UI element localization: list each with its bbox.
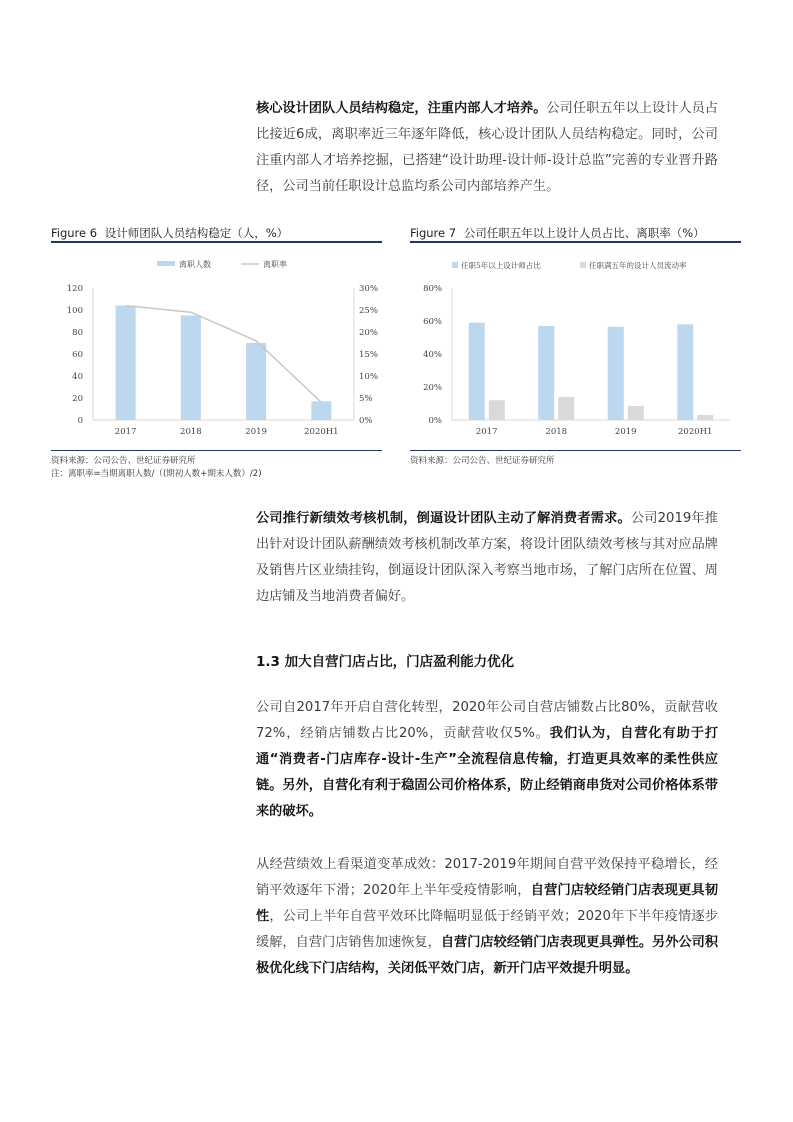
x-tick-label: 2020H1 [304,427,339,437]
x-tick-label: 2018 [180,427,202,437]
bar-series1-2020H1 [677,324,693,420]
y-tick-label-left: 120 [66,284,83,294]
y-tick-label-right: 30% [359,284,378,294]
paragraph-emphasis: 自营门店较经销门店表现更具韧性 [256,883,719,924]
y-tick-label-left: 100 [66,306,83,316]
paragraph-performance-review [256,506,718,610]
figure-label: Figure 7 [410,226,457,240]
paragraph-body: ，公司上半年自营平效环比降幅明显低于经销平效；2020年下半年疫情逐步缓解，自营门店销售加速恢复， [256,909,719,950]
y-tick-label: 0% [428,416,442,426]
y-tick-label: 20% [423,383,442,393]
y-tick-label-left: 20 [72,394,83,404]
x-tick-label: 2019 [245,427,267,437]
paragraph-core-design-team [256,96,718,200]
y-tick-label: 40% [423,350,442,360]
x-tick-label: 2017 [114,427,137,437]
bar-series2-2017 [489,400,505,420]
x-tick-label: 2017 [475,427,498,437]
paragraph-body: 从经营绩效上看渠道变革成效：2017-2019年期间自营平效保持平稳增长，经销平效逐年下滑；2020年上半年受疫情影响， [256,857,718,898]
figure-caption: 设计师团队人员结构稳定（人，%） [104,226,289,240]
y-tick-label-right: 15% [359,350,378,360]
section-heading: 1.3 加大自营门店占比，门店盈利能力优化 [256,654,515,670]
y-tick-label: 60% [423,317,442,327]
legend-swatch-bar [157,261,175,266]
figure-7-title [410,225,705,241]
line-turnover-rate [126,306,322,403]
figure-6-chart [51,248,382,444]
paragraph-emphasis: 我们认为，自营化有助于打通“消费者-门店库存-设计-生产”全流程信息传输，打造更具效率的柔性供应链。另外，自营化有利于稳固公司价格体系，防止经销商串货对公司价格体系带来的破坏。 [256,726,719,819]
paragraph-channel-reform [256,852,718,982]
y-tick-label-right: 20% [359,328,378,338]
legend-label-departures: 离职人数 [179,260,211,269]
bar-series2-2019 [628,406,644,420]
x-tick-label: 2018 [545,427,568,437]
paragraph-body: 公司任职五年以上设计人员占比接近6成，离职率近三年逐年降低，核心设计团队人员结构稳定。同时，公司注重内部人才培养挖掘，已搭建“设计助理-设计师-设计总监”完善的专业晋升路径，公司当前任职设计总监均系公司内部培养产生。 [256,101,718,194]
y-tick-label-right: 25% [359,306,378,316]
y-tick-label-left: 40 [72,372,83,382]
legend-swatch-share [452,262,458,268]
y-tick-label-left: 80 [72,328,83,338]
paragraph-self-operated [256,695,718,825]
paragraph-emphasis: 自营门店较经销门店表现更具弹性。另外公司积极优化线下门店结构，关闭低平效门店，新开门店平效提升明显。 [256,935,719,976]
y-tick-label-left: 0 [77,416,83,426]
figure-6-source: 资料来源：公司公告、世纪证券研究所 [51,456,196,466]
x-tick-label: 2019 [614,427,637,437]
bar-departures-2019 [246,343,266,420]
bar-departures-2018 [181,316,201,421]
paragraph-lead: 核心设计团队人员结构稳定，注重内部人才培养。 [256,101,547,116]
figure-6-rule [51,241,382,243]
figure-6-bottom-rule [51,450,382,451]
bar-departures-2017 [116,306,136,420]
bar-series2-2018 [558,397,574,420]
legend-label-share: 任职5年以上设计师占比 [461,261,541,270]
bar-series1-2019 [608,327,624,420]
figure-7-source: 资料来源：公司公告、世纪证券研究所 [410,456,555,466]
bar-series1-2018 [538,326,554,420]
legend-label-rate: 离职率 [263,260,287,269]
paragraph-lead: 公司推行新绩效考核机制，倒逼设计团队主动了解消费者需求。 [256,511,631,526]
figure-7-chart [410,248,741,444]
bar-series2-2020H1 [697,415,713,420]
paragraph-body: 公司2019年推出针对设计团队薪酬绩效考核机制改革方案，将设计团队绩效考核与其对应品牌及销售片区业绩挂钩，倒逼设计团队深入考察当地市场，了解门店所在位置、周边店铺及当地消费者偏好。 [256,511,719,604]
figure-caption: 公司任职五年以上设计人员占比、离职率（%） [463,226,705,240]
y-tick-label-left: 60 [72,350,83,360]
legend-label-turnover: 任职满五年的设计人员流动率 [589,261,687,270]
figure-6-title [51,225,288,241]
y-tick-label-right: 0% [359,416,373,426]
paragraph-body: 公司自2017年开启自营化转型，2020年公司自营店铺数占比80%，贡献营收72%，经销店铺数占比20%，贡献营收仅5%。 [256,700,718,741]
y-tick-label-right: 10% [359,372,378,382]
y-tick-label-right: 5% [359,394,373,404]
figure-6-note: 注：离职率=当期离职人数/（(期初人数+期末人数）/2) [51,469,262,479]
figure-label: Figure 6 [51,226,98,240]
y-tick-label: 80% [423,284,442,294]
figure-7-bottom-rule [410,450,741,451]
legend-swatch-turnover [580,262,586,268]
figure-7-rule [410,241,741,243]
bar-departures-2020H1 [311,401,331,420]
x-tick-label: 2020H1 [678,427,713,437]
bar-series1-2017 [469,323,485,420]
